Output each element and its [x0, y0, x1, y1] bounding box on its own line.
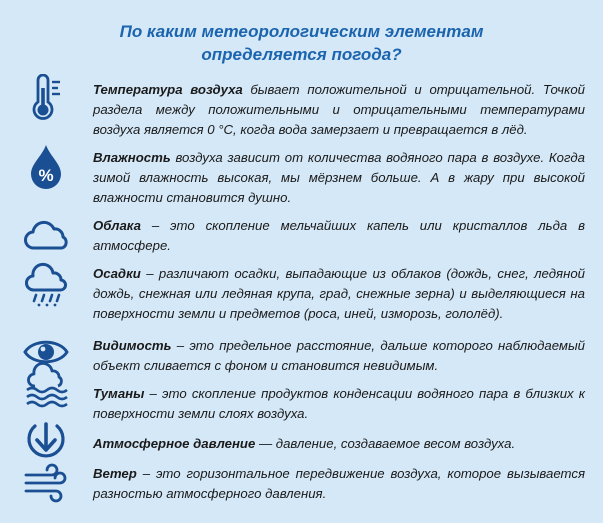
item-text [93, 80, 585, 140]
thermometer-icon [22, 74, 70, 122]
item-text [93, 464, 585, 504]
item-description: воздуха зависит от количества водяного пара в воздухе. Когда зимой влажность высокая, мы мёрзнем больше. А в жару при высокой влажности становится душно. [93, 150, 585, 205]
item-description: – различают осадки, выпадающие из облаков (дождь, снег, ледяной дождь, снежная или ледяная крупа, град, снежные зерна) и выделяющиеся на поверхности земли и предметов (роса, иней, изморозь, гололёд). [93, 266, 585, 321]
item-text [93, 434, 585, 454]
item-term: Туманы [93, 386, 145, 401]
item-description: бывает положительной и отрицательной. Точкой раздела между положительными и отрицательными температурами воздуха является 0 °С, когда вода замерзает и превращается в лёд. [93, 82, 585, 137]
icon-percent-glyph: % [38, 166, 54, 185]
page-title [0, 20, 603, 66]
cloud-icon [22, 212, 70, 260]
item-text [93, 384, 585, 424]
item-description: – это скопление продуктов конденсации водяного пара в близких к поверхности земли слоях воздуха. [93, 386, 585, 421]
item-term: Атмосферное давление [93, 436, 256, 451]
item-term: Облака [93, 218, 141, 233]
item-text [93, 148, 585, 208]
item-term: Ветер [93, 466, 137, 481]
humidity-drop-icon [22, 142, 70, 190]
item-term: Видимость [93, 338, 172, 353]
title-line-2: определяется погода? [201, 45, 402, 64]
item-term: Влажность [93, 150, 171, 165]
item-term: Температура воздуха [93, 82, 243, 97]
wind-icon [22, 460, 70, 508]
precipitation-icon [22, 260, 70, 308]
pressure-arrow-icon [22, 416, 70, 464]
item-description: – это скопление мельчайших капель или кристаллов льда в атмосфере. [93, 218, 585, 253]
item-term: Осадки [93, 266, 141, 281]
item-text [93, 216, 585, 256]
title-line-1: По каким метеорологическим элементам [119, 22, 484, 41]
item-text [93, 336, 585, 376]
item-description: — давление, создаваемое весом воздуха. [255, 436, 516, 451]
fog-icon [22, 362, 70, 410]
item-description: – это предельное расстояние, дальше которого наблюдаемый объект сливается с фоном и становится невидимым. [93, 338, 585, 373]
item-text [93, 264, 585, 324]
item-description: – это горизонтальное передвижение воздуха, которое вызывается разностью атмосферного давления. [93, 466, 585, 501]
